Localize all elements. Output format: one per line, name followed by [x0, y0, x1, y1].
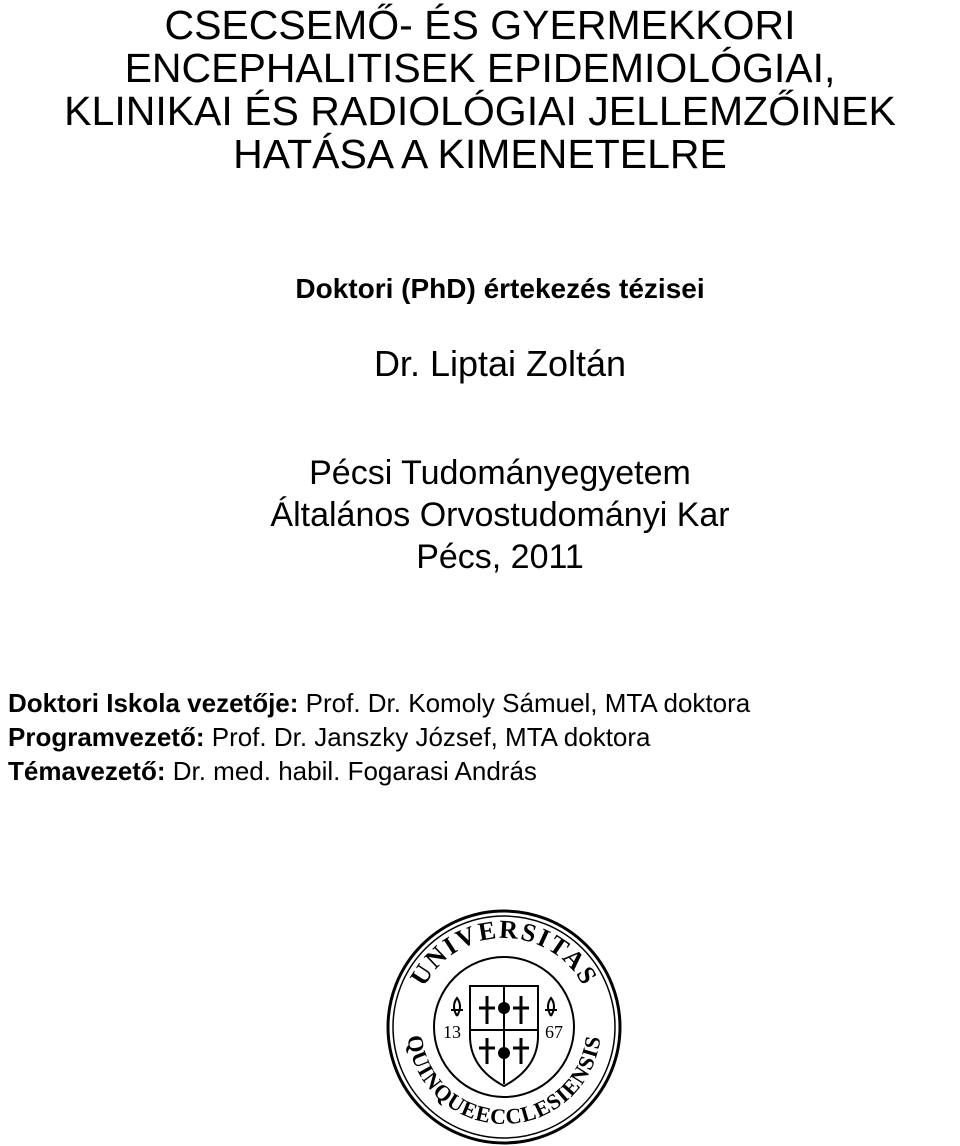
- title-line-1: CSECSEMŐ- ÉS GYERMEKKORI: [164, 2, 796, 48]
- place-year: Pécs, 2011: [416, 538, 584, 576]
- credit-value: Prof. Dr. Janszky József, MTA doktora: [204, 722, 651, 752]
- credit-supervisor: [8, 754, 750, 788]
- university-seal-icon: [385, 908, 623, 1146]
- credit-school-head: [8, 686, 750, 720]
- author-name: Dr. Liptai Zoltán: [373, 343, 627, 384]
- institution-block: [0, 452, 960, 578]
- seal-year-right: 67: [545, 1022, 563, 1042]
- title-line-3: KLINIKAI ÉS RADIOLÓGIAI JELLEMZŐINEK: [64, 88, 896, 134]
- university-name: Pécsi Tudományegyetem: [309, 454, 691, 492]
- seal-ring-text-top: UNIVERSITAS: [404, 914, 604, 991]
- title-line-2: ENCEPHALITISEK EPIDEMIOLÓGIAI,: [124, 45, 836, 91]
- credit-value: Dr. med. habil. Fogarasi András: [165, 756, 537, 786]
- credit-label: Témavezető:: [8, 756, 166, 786]
- seal-year-left: 13: [443, 1022, 461, 1042]
- credit-program-head: [8, 720, 750, 754]
- document-title: [0, 0, 960, 176]
- credit-value: Prof. Dr. Komoly Sámuel, MTA doktora: [298, 688, 751, 718]
- faculty-name: Általános Orvostudományi Kar: [270, 496, 730, 534]
- title-line-4: HATÁSA A KIMENETELRE: [233, 131, 727, 177]
- credits-block: [8, 686, 750, 788]
- credit-label: Programvezető:: [8, 722, 205, 752]
- seal-ring-text-bottom: QUINQUEECCLESIENSIS: [402, 1033, 606, 1130]
- thesis-subtitle: Doktori (PhD) értekezés tézisei: [295, 273, 705, 304]
- credit-label: Doktori Iskola vezetője:: [8, 688, 299, 718]
